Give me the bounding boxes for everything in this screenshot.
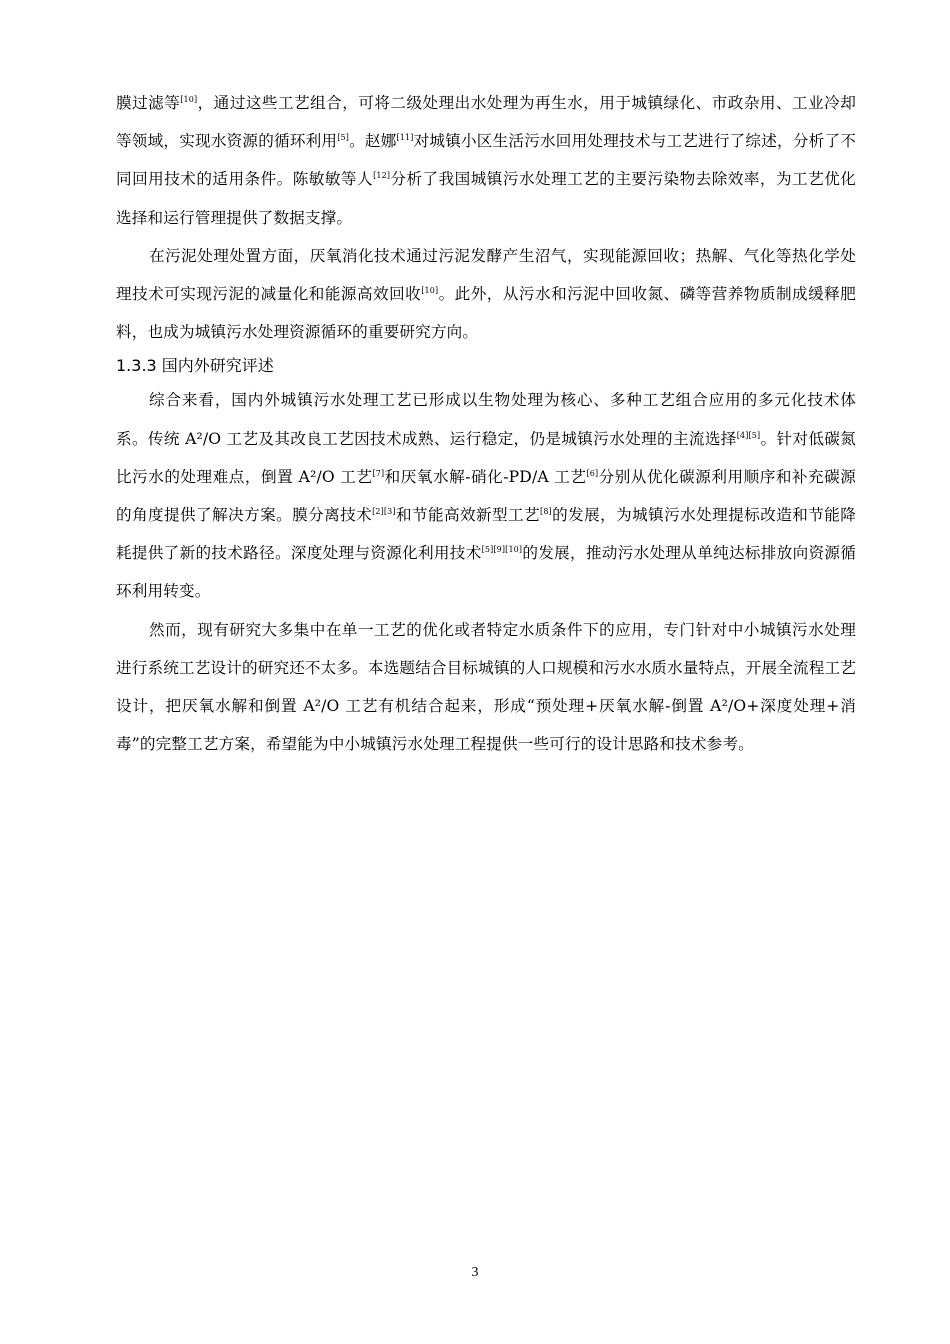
- citation-ref: [8]: [540, 507, 552, 517]
- text-span: 的发展，推动污水处理从单纯达标排放向资源循环利用转变。: [116, 544, 857, 601]
- paragraph-sludge-treatment: [116, 237, 856, 352]
- text-span: 。针对低碳氮比污水的处理难点，倒置 A²/O 工艺: [116, 429, 856, 486]
- text-span: 膜过滤等: [116, 94, 181, 112]
- text-span: 。此外，从污水和污泥中回收氮、磷等营养物质制成缓释肥料，也成为城镇污水处理资源循环的重要研究方向。: [116, 285, 856, 342]
- text-span: 分别从优化碳源利用顺序和补充碳源的角度提供了解决方案。膜分离技术: [116, 467, 856, 525]
- paragraph-reuse-technologies: [116, 84, 856, 237]
- text-span: 和厌氧水解-硝化-PD/A 工艺: [384, 467, 587, 486]
- text-span: 综合来看，国内外城镇污水处理工艺已形成以生物处理为核心、多种工艺组合应用的多元化技术体系。传统 A²/O 工艺及其改良工艺因技术成熟、运行稳定，仍是城镇污水处理的主流选择: [116, 391, 856, 448]
- text-span: 和节能高效新型工艺: [395, 506, 541, 525]
- text-span: 对城镇小区生活污水回用处理技术与工艺进行了综述，分析了不同回用技术的适用条件。陈敏敏等人: [116, 132, 856, 189]
- text-span: 在污泥处理处置方面，厌氧消化技术通过污泥发酵产生沼气，实现能源回收；热解、气化等热化学处理技术可实现污泥的减量化和能源高效回收: [116, 246, 856, 304]
- section-heading: 1.3.3 国内外研究评述: [116, 356, 274, 376]
- citation-ref: [5][9][10]: [481, 545, 523, 555]
- text-span: 。赵娜: [349, 132, 397, 151]
- citation-ref: [11]: [396, 133, 414, 143]
- citation-ref: [7]: [372, 468, 385, 478]
- citation-ref: [12]: [373, 171, 391, 181]
- paragraph-review-summary: [116, 381, 856, 610]
- page-number: 3: [471, 1265, 479, 1280]
- text-span: 分析了我国城镇污水处理工艺的主要污染物去除效率，为工艺优化选择和运行管理提供了数据支撑。: [116, 170, 856, 227]
- text-span: 然而，现有研究大多集中在单一工艺的优化或者特定水质条件下的应用，专门针对中小城镇污水处理进行系统工艺设计的研究还不太多。本选题结合目标城镇的人口规模和污水水质水量特点，开展全流程工艺设计，把厌氧水解和倒置 A²/O 工艺有机结合起来，形成“预处理+厌氧水解-倒置 A²/O+深度处理+消毒”的完整工艺方案，希望能为中小城镇污水处理工程提供一些可行的设计思路和技术参考。: [116, 620, 856, 754]
- citation-ref: [10]: [421, 286, 439, 296]
- page-body: [116, 84, 856, 763]
- citation-ref: [4][5]: [736, 430, 761, 440]
- paragraph-research-gap: [116, 611, 856, 764]
- citation-ref: [5]: [337, 133, 350, 143]
- citation-ref: [6]: [586, 468, 599, 478]
- citation-ref: [2][3]: [372, 507, 396, 517]
- text-span: ，通过这些工艺组合，可将二级处理出水处理为再生水，用于城镇绿化、市政杂用、工业冷却等领域，实现水资源的循环利用: [116, 94, 856, 151]
- text-span: 的发展，为城镇污水处理提标改造和节能降耗提供了新的技术路径。深度处理与资源化利用技术: [116, 506, 856, 563]
- citation-ref: [10]: [180, 95, 198, 104]
